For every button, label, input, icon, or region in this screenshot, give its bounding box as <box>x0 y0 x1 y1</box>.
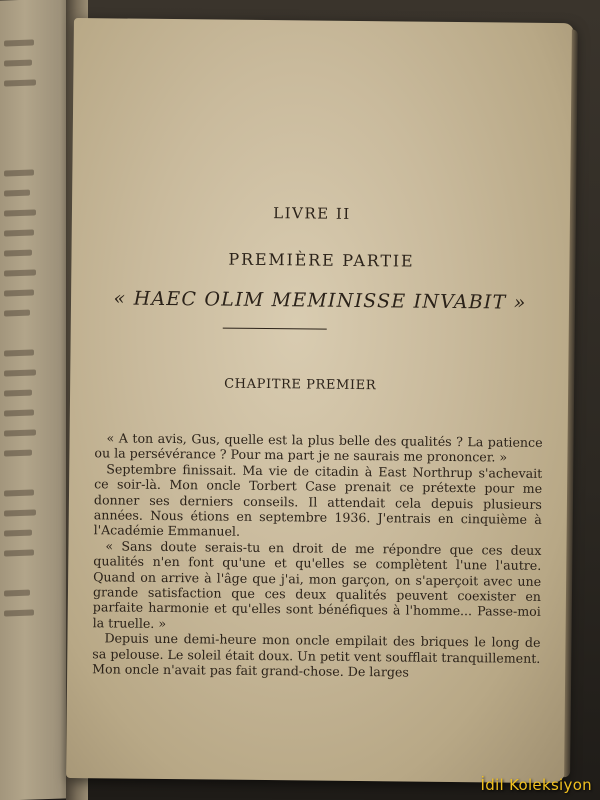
paragraph: Septembre finissait. Ma vie de citadin à East Northrup s'achevait ce soir-là. Mon oncle Torbert Case prenait ce prétexte pour me donner ses derniers conseils. Il attendait cela depuis plusieurs années. Nous étions en septembre 1936. J'entrais en cinquième à l'Académie Emmanuel. <box>93 461 543 540</box>
book-label: LIVRE II <box>273 204 351 223</box>
latin-title: « HAEC OLIM MEMINISSE INVABIT » <box>113 287 527 314</box>
paragraph: « A ton avis, Gus, quelle est la plus belle des qualités ? La patience ou la persévérance ? Pour ma part je ne saurais me prononcer. » <box>94 430 543 465</box>
chapter-title: CHAPITRE PREMIER <box>224 376 377 394</box>
paragraph: « Sans doute serais-tu en droit de me répondre que ces deux qualités n'en font qu'une et qu'elles se complètent l'une l'autre. Quand on arrive à l'âge que j'ai, mon garçon, on s'aperçoit avec une grande satisfaction que ces deux qualités peuvent coexister en parfaite harmonie et qu'elles sont bénéfiques à l'homme... Passe-moi la truelle. » <box>92 538 542 631</box>
book-page <box>66 18 574 783</box>
title-rule <box>223 328 327 330</box>
chapter-body <box>92 430 543 681</box>
paragraph: Depuis une demi-heure mon oncle empilait des briques le long de sa pelouse. Le soleil était doux. Un petit vent soufflait tranquillement. Mon oncle n'avait pas fait grand-chose. De larges <box>92 630 541 680</box>
watermark-text: İdil Koleksiyon <box>480 776 592 794</box>
page-edge <box>564 29 578 777</box>
part-title: PREMIÈRE PARTIE <box>228 249 415 271</box>
